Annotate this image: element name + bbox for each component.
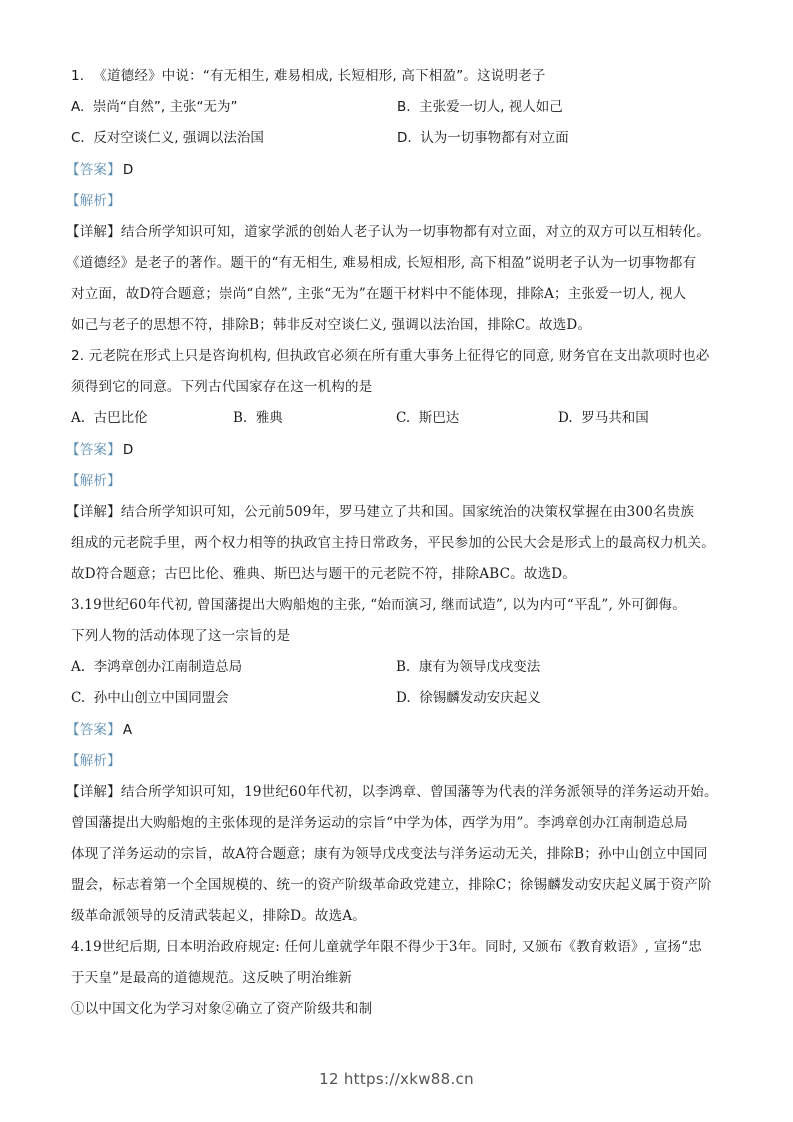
option-label: D. [396,690,411,706]
option-text: 反对空谈仁义, 强调以法治国 [93,130,264,146]
q3-stem-line-1 [71,595,686,615]
option-label: D. [397,130,412,146]
q3-detail-line-5: 级革命派领导的反清武装起义，排除D。故选A。 [71,908,366,924]
q2-detail-line-2: 组成的元老院手里，两个权力相等的执政官主持日常政务，平民参加的公民大会是形式上的最高权力机关。 [71,535,715,551]
q1-option-b [397,97,563,117]
option-label: A. [71,659,86,675]
q2-option-c [396,408,459,428]
q1-analysis-tag [66,191,121,211]
answer-tag: 【答案】 [66,442,121,458]
q2-stem-line-2: 须得到它的同意。下列古代国家存在这一机构的是 [71,379,373,395]
option-label: D. [558,410,573,426]
option-text: 李鸿章创办江南制造总局 [93,659,243,675]
q3-option-d [396,688,541,708]
option-label: A. [71,99,85,115]
detail-tag: 【详解】 [66,504,121,520]
option-text: 主张爱一切人, 视人如己 [419,99,563,115]
option-text: 雅典 [255,410,283,426]
q1-stem [71,66,546,86]
detail-tag: 【详解】 [66,784,121,800]
option-text: 斯巴达 [418,410,460,426]
q1-detail-line-2: 《道德经》是老子的著作。题干的“有无相生, 难易相成, 长短相形, 高下相盈”说明老子认为一切事物都有 [66,255,697,271]
detail-tag: 【详解】 [66,224,121,240]
page-number: 12 [319,1070,339,1088]
q4-stem-line-1 [71,937,702,957]
answer-value: D [122,442,134,458]
q2-analysis-tag [66,471,121,491]
q4-stem-line-2: 于天皇”是最高的道德规范。这反映了明治维新 [71,970,353,986]
option-label: B. [397,99,411,115]
analysis-tag: 【解析】 [66,753,121,769]
answer-value: D [122,162,134,178]
q3-detail-line-4: 盟会，标志着第一个全国规模的、统一的资产阶级革命政党建立，排除C；徐锡麟发动安庆起义属于资产阶 [71,877,712,893]
analysis-tag: 【解析】 [66,193,121,209]
q4-number: 4. [71,939,85,955]
option-text: 认为一切事物都有对立面 [420,130,569,146]
q1-option-c [71,128,264,148]
q2-option-d [558,408,649,428]
q2-option-a [71,408,148,428]
answer-tag: 【答案】 [66,162,121,178]
answer-value: A [122,722,133,738]
footer-url[interactable]: https://xkw88.cn [343,1070,474,1088]
q2-option-b [233,408,283,428]
option-label: B. [396,659,411,675]
option-label: A. [71,410,86,426]
option-text: 古巴比伦 [93,410,148,426]
option-label: C. [71,130,85,146]
option-text: 罗马共和国 [581,410,649,426]
q1-answer [66,160,133,180]
q3-option-b [396,657,540,677]
option-text: 崇尚“自然”, 主张“无为” [92,99,238,115]
q3-answer [66,720,132,740]
detail-text: 结合所学知识可知，19世纪60年代初，以李鸿章、曾国藩等为代表的洋务派领导的洋务运动开始。 [120,784,718,800]
q3-detail-line-2: 曾国藩提出大购船炮的主张体现的是洋务运动的宗旨“中学为体，西学为用”。李鸿章创办江南制造总局 [71,815,689,831]
analysis-tag: 【解析】 [66,473,121,489]
q3-number: 3. [71,597,85,613]
stem-text: 元老院在形式上只是咨询机构, 但执政官必须在所有重大事务上征得它的同意, 财务官在支出款项时也必 [88,348,710,364]
q3-stem-line-2: 下列人物的活动体现了这一宗旨的是 [71,628,291,644]
q1-detail-line-1 [66,222,710,242]
option-text: 孙中山创立中国同盟会 [93,690,229,706]
q1-detail-line-4: 如己与老子的思想不符，排除B；韩非反对空谈仁义, 强调以法治国，排除C。故选D。 [71,317,592,333]
q1-detail-line-3: 对立面，故D符合题意；崇尚“自然”, 主张“无为”在题干材料中不能体现，排除A；主张爱一切人, 视人 [71,286,687,302]
q4-stem-line-3: ①以中国文化为学习对象②确立了资产阶级共和制 [71,1001,373,1017]
q3-detail-line-1 [66,782,718,802]
option-text: 徐锡麟发动安庆起义 [419,690,541,706]
option-label: B. [233,410,248,426]
q3-detail-line-3: 体现了洋务运动的宗旨，故A符合题意；康有为领导戊戌变法与洋务运动无关，排除B；孙中山创立中国同 [71,846,708,862]
answer-tag: 【答案】 [66,722,121,738]
q2-detail-line-3: 故D符合题意；古巴比伦、雅典、斯巴达与题干的元老院不符，排除ABC。故选D。 [71,566,576,582]
q2-stem-line-1 [71,346,710,366]
stem-text: 19世纪后期, 日本明治政府规定: 任何儿童就学年限不得少于3年。同时, 又颁布《教育敕语》, 宣扬“忠 [84,939,702,955]
option-text: 康有为领导戊戌变法 [418,659,541,675]
q1-option-a [71,97,237,117]
detail-text: 结合所学知识可知，公元前509年，罗马建立了共和国。国家统治的决策权掌握在由300名贵族 [120,504,695,520]
q2-detail-line-1 [66,502,694,522]
q1-number: 1. [71,68,85,84]
q3-option-c [71,688,229,708]
q1-stem-line-1: 《道德经》中说：“有无相生, 难易相成, 长短相形, 高下相盈”。这说明老子 [93,68,546,84]
q1-option-d [397,128,569,148]
option-label: C. [71,690,86,706]
q3-analysis-tag [66,751,121,771]
q2-answer [66,440,133,460]
option-label: C. [396,410,411,426]
stem-text: 19世纪60年代初, 曾国藩提出大购船炮的主张, “始而演习, 继而试造”, 以为内可“平乱”, 外可御侮。 [84,597,686,613]
detail-text: 结合所学知识可知，道家学派的创始人老子认为一切事物都有对立面，对立的双方可以互相转化。 [120,224,710,240]
q3-option-a [71,657,242,677]
page-footer [0,1070,793,1088]
q2-number: 2. [71,348,85,364]
